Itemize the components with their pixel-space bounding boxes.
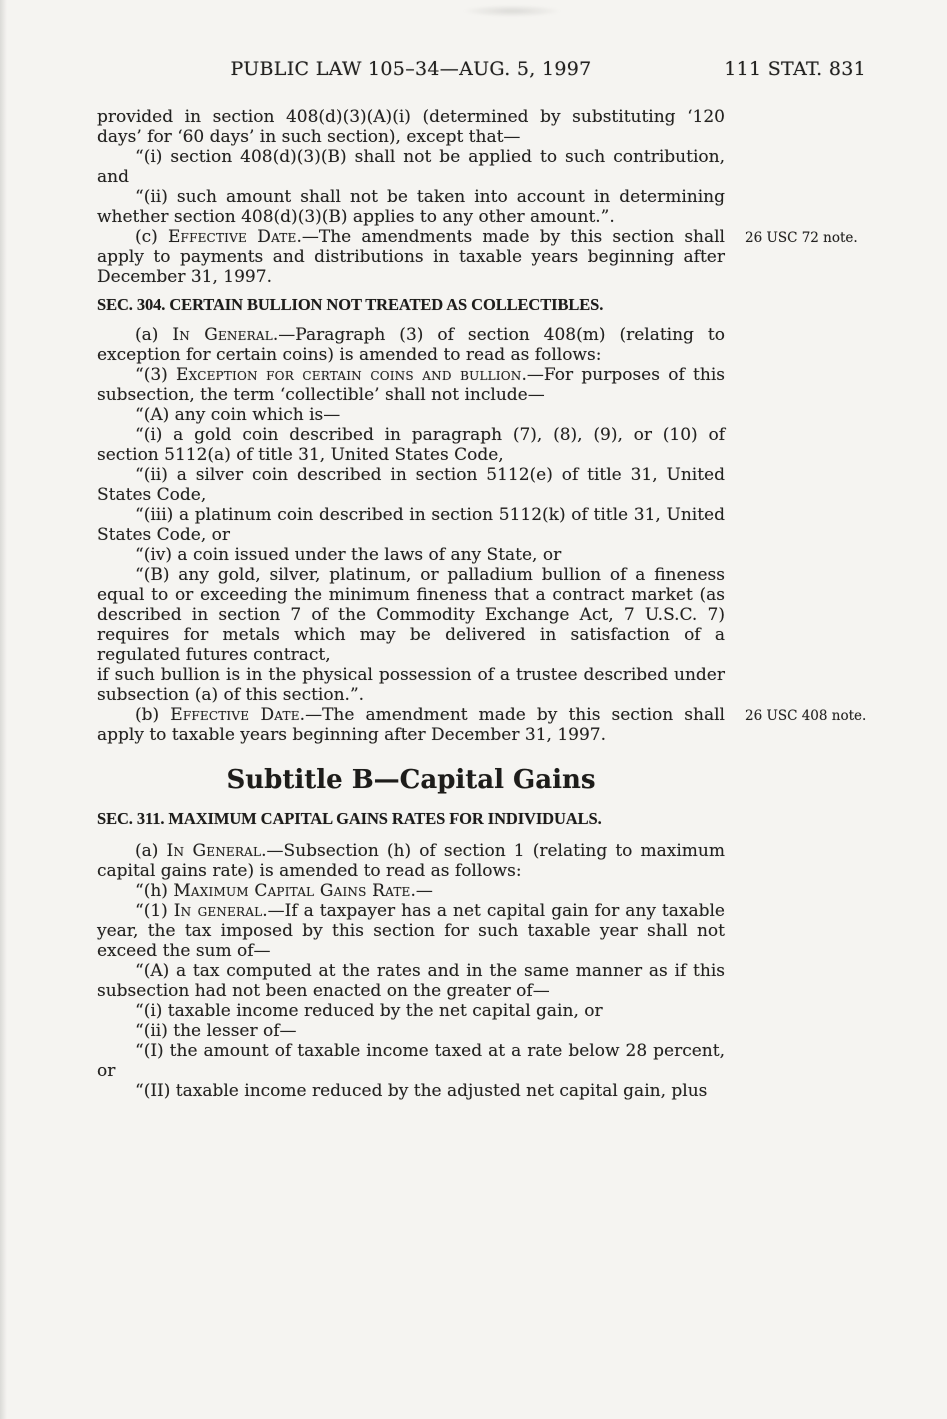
uscode-margin-note-72: 26 USC 72 note. xyxy=(745,230,858,246)
para-a-in-general-311: (a) In General.—Subsection (h) of section 1 (relating to maximum capital gains rate) is amended to read as follows: xyxy=(97,841,725,881)
heading-subtitle-b: Subtitle B—Capital Gains xyxy=(226,765,596,795)
running-head-title: PUBLIC LAW 105–34—AUG. 5, 1997 xyxy=(230,58,592,80)
clause-i-taxable-income: “(i) taxable income reduced by the net capital gain, or xyxy=(135,1001,603,1021)
scan-artifact xyxy=(462,5,562,17)
clause-iv-state-coin: “(iv) a coin issued under the laws of any State, or xyxy=(135,545,562,565)
para-b-effective-date: 26 USC 408 note. (b) Effective Date.—The amendment made by this section shall apply to taxable years beginning after December 31, 1997. xyxy=(97,705,725,745)
para-c-effective-date: 26 USC 72 note. (c) Effective Date.—The amendments made by this section shall apply to payments and distributions in taxable years beginning after December 31, 1997. xyxy=(97,227,725,287)
clause-ii-silver-coin: “(ii) a silver coin described in section 5112(e) of title 31, United States Code, xyxy=(97,465,725,505)
para-h-maximum-rate: “(h) Maximum Capital Gains Rate.— xyxy=(135,881,433,901)
subclause-I-amount-taxed: “(I) the amount of taxable income taxed at a rate below 28 percent, or xyxy=(97,1041,725,1081)
clause-ii-lesser-of: “(ii) the lesser of— xyxy=(135,1021,297,1041)
para-1-in-general: “(1) In general.—If a taxpayer has a net capital gain for any taxable year, the tax imposed by this section for such taxable year shall not exceed the sum of— xyxy=(97,901,725,961)
subpara-A-any-coin: “(A) any coin which is— xyxy=(135,405,341,425)
para-3-exception-coins-bullion: “(3) Exception for certain coins and bullion.—For purposes of this subsection, the term ‘collectible’ shall not include— xyxy=(97,365,725,405)
clause-i-contribution: “(i) section 408(d)(3)(B) shall not be applied to such contribution, and xyxy=(97,147,725,187)
subpara-B-bullion: “(B) any gold, silver, platinum, or palladium bullion of a fineness equal to or exceeding the minimum fineness that a contract market (as described in section 7 of the Commodity Exchange Act, 7 U.S.C. 7) requires for metals which may be delivered in satisfaction of a regulated futures contract, xyxy=(97,565,725,665)
subclause-II-reduced: “(II) taxable income reduced by the adjusted net capital gain, plus xyxy=(135,1081,708,1101)
running-head-page-number: 111 STAT. 831 xyxy=(724,58,866,80)
para-continuation-substitution: provided in section 408(d)(3)(A)(i) (determined by substituting ‘120 days’ for ‘60 days’ in such section), except that— xyxy=(97,107,725,147)
heading-sec-311: SEC. 311. MAXIMUM CAPITAL GAINS RATES FOR INDIVIDUALS. xyxy=(97,809,602,828)
subpara-A-tax-computed: “(A) a tax computed at the rates and in the same manner as if this subsection had not been enacted on the greater of— xyxy=(97,961,725,1001)
clause-iii-platinum-coin: “(iii) a platinum coin described in section 5112(k) of title 31, United States Code, or xyxy=(97,505,725,545)
clause-ii-amount: “(ii) such amount shall not be taken into account in determining whether section 408(d)(3)(B) applies to any other amount.”. xyxy=(97,187,725,227)
clause-i-gold-coin: “(i) a gold coin described in paragraph (7), (8), (9), or (10) of section 5112(a) of title 31, United States Code, xyxy=(97,425,725,465)
statute-text-column xyxy=(97,107,867,1101)
para-a-in-general-304: (a) In General.—Paragraph (3) of section 408(m) (relating to exception for certain coins) is amended to read as follows: xyxy=(97,325,725,365)
para-flush-trustee: if such bullion is in the physical possession of a trustee described under subsection (a) of this section.”. xyxy=(97,665,725,705)
page-edge-shadow xyxy=(0,0,7,1419)
heading-sec-304: SEC. 304. CERTAIN BULLION NOT TREATED AS COLLECTIBLES. xyxy=(97,295,604,314)
uscode-margin-note-408: 26 USC 408 note. xyxy=(745,708,867,724)
